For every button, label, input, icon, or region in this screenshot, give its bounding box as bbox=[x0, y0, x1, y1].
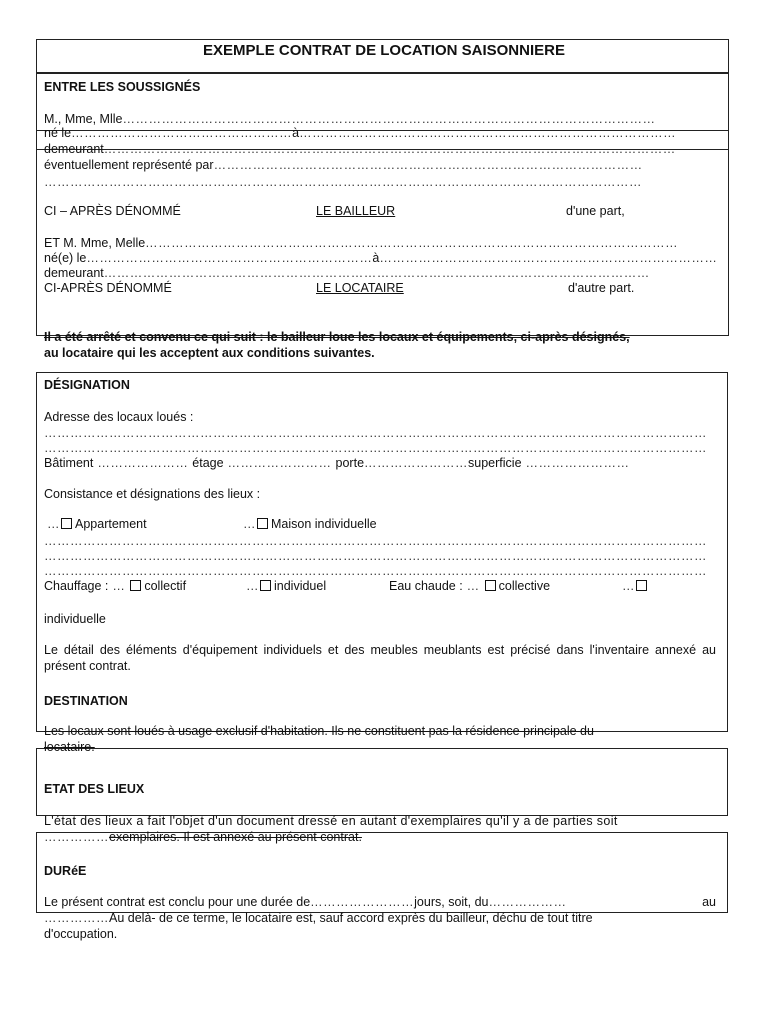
eau-chaude-row: Eau chaude : … collective bbox=[389, 579, 551, 593]
duree-to-field[interactable]: …………… bbox=[44, 911, 109, 925]
bailleur-address-row bbox=[44, 142, 676, 156]
batiment-label: Bâtiment bbox=[44, 456, 94, 470]
consistance-field-1[interactable]: ……………………………………………………………………………………………………………………………………… bbox=[44, 534, 707, 548]
bailleur-born-label: né le bbox=[44, 126, 72, 140]
appartement-option[interactable]: … Appartement bbox=[47, 517, 147, 531]
duree-line-2 bbox=[44, 911, 593, 925]
locataire-born-date-field[interactable]: ………………………………………………………… bbox=[86, 251, 373, 265]
parties-heading: ENTRE LES SOUSSIGNÉS bbox=[44, 80, 201, 94]
maison-checkbox[interactable] bbox=[257, 518, 268, 529]
designation-heading: DÉSIGNATION bbox=[44, 378, 130, 392]
agreement-line-2: au locataire qui les acceptent aux conditions suivantes. bbox=[44, 346, 375, 360]
eau-collective-label: collective bbox=[498, 579, 551, 593]
superficie-label: superficie bbox=[468, 456, 522, 470]
batiment-field[interactable]: ………………… bbox=[93, 456, 193, 470]
locataire-name-row bbox=[44, 236, 679, 250]
agreement-lead: Il a été arrêté et convenu ce qui suit bbox=[44, 330, 256, 344]
destination-line-2: locataire. bbox=[44, 740, 95, 754]
destination-heading: DESTINATION bbox=[44, 694, 128, 708]
chauffage-individuel-option[interactable]: … individuel bbox=[246, 579, 327, 593]
duree-heading: DURéE bbox=[44, 864, 87, 878]
eau-chaude-label: Eau chaude : bbox=[389, 579, 463, 593]
etat-copies-field[interactable]: …………… bbox=[44, 830, 109, 844]
duree-text-line2: Au delà- de ce terme, le locataire est, sauf accord exprès du bailleur, déchu de tout titre bbox=[109, 911, 593, 925]
address-field-2[interactable]: ……………………………………………………………………………………………………………………………………… bbox=[44, 441, 707, 455]
duree-text-c: au bbox=[702, 895, 716, 909]
bailleur-address-label: demeurant bbox=[44, 142, 104, 156]
etat-line-1: L'état des lieux a fait l'objet d'un document dressé en autant d'exemplaires qu'il y a de parties soit bbox=[44, 814, 618, 828]
eau-individuelle-option[interactable]: … bbox=[622, 579, 650, 593]
chauffage-collectif-label: collectif bbox=[144, 579, 187, 593]
bailleur-designation-label: CI – APRÈS DÉNOMMÉ bbox=[44, 204, 181, 218]
locataire-name-label: ET M. Mme, Melle bbox=[44, 236, 146, 250]
etage-field[interactable]: …………………… bbox=[223, 456, 336, 470]
address-field-1[interactable]: ……………………………………………………………………………………………………………………………………… bbox=[44, 426, 707, 440]
chauffage-individuel-checkbox[interactable] bbox=[260, 580, 271, 591]
bailleur-represented-field[interactable]: ……………………………………………………………………………………… bbox=[213, 158, 643, 172]
duree-days-field[interactable]: …………………… bbox=[310, 895, 415, 909]
locataire-born-row bbox=[44, 251, 718, 265]
duree-text-b: jours, soit, du bbox=[414, 895, 489, 909]
eau-individuelle-label: individuelle bbox=[44, 612, 106, 626]
contract-title: EXEMPLE CONTRAT DE LOCATION SAISONNIERE bbox=[203, 42, 565, 59]
bailleur-name-label: M., Mme, Mlle bbox=[44, 112, 123, 126]
locataire-designation-label: CI-APRÈS DÉNOMMÉ bbox=[44, 281, 172, 295]
bailleur-represented-label: éventuellement représenté par bbox=[44, 158, 214, 172]
etat-heading: ETAT DES LIEUX bbox=[44, 782, 145, 796]
bailleur-role: LE BAILLEUR bbox=[316, 204, 396, 218]
porte-field[interactable]: …………………… bbox=[364, 456, 469, 470]
duree-line-3: d'occupation. bbox=[44, 927, 118, 941]
eau-individuelle-checkbox[interactable] bbox=[636, 580, 647, 591]
appartement-label: Appartement bbox=[75, 517, 147, 531]
duree-from-field[interactable]: ……………… bbox=[488, 895, 567, 909]
agreement-line-1 bbox=[44, 330, 630, 344]
maison-option[interactable]: … Maison individuelle bbox=[243, 517, 377, 531]
duree-line-1 bbox=[44, 895, 716, 909]
locataire-side: d'autre part. bbox=[568, 281, 635, 295]
bailleur-born-row bbox=[44, 126, 677, 140]
eau-collective-checkbox[interactable] bbox=[485, 580, 496, 591]
duree-text-a: Le présent contrat est conclu pour une durée de bbox=[44, 895, 311, 909]
bailleur-side: d'une part, bbox=[566, 204, 625, 218]
consistance-field-2[interactable]: ……………………………………………………………………………………………………………………………………… bbox=[44, 549, 707, 563]
premises-row bbox=[44, 456, 716, 470]
maison-label: Maison individuelle bbox=[271, 517, 377, 531]
consistance-label: Consistance et désignations des lieux : bbox=[44, 487, 261, 501]
locataire-address-label: demeurant bbox=[44, 266, 104, 280]
porte-label: porte bbox=[335, 456, 365, 470]
superficie-field[interactable]: …………………… bbox=[521, 456, 630, 470]
locataire-born-at-label: à bbox=[372, 251, 380, 265]
chauffage-collectif-checkbox[interactable] bbox=[130, 580, 141, 591]
locataire-address-field[interactable]: ……………………………………………………………………………………………………………… bbox=[103, 266, 650, 280]
chauffage-label: Chauffage : bbox=[44, 579, 109, 593]
bailleur-born-place-field[interactable]: …………………………………………………………………………… bbox=[299, 126, 677, 140]
bailleur-name-row bbox=[44, 112, 664, 126]
bailleur-name-field[interactable]: …………………………………………………………………………………………………………… bbox=[122, 112, 656, 126]
locataire-address-row bbox=[44, 266, 656, 280]
etage-label: étage bbox=[192, 456, 224, 470]
bailleur-extra-field[interactable]: ………………………………………………………………………………………………………………………… bbox=[44, 175, 642, 189]
bailleur-address-field[interactable]: …………………………………………………………………………………………………………………… bbox=[103, 142, 676, 156]
appartement-checkbox[interactable] bbox=[61, 518, 72, 529]
equipment-detail: Le détail des éléments d'équipement individuels et des meubles meublants est précisé dans l'inventaire annexé au présent contrat. bbox=[44, 643, 716, 673]
locataire-role: LE LOCATAIRE bbox=[316, 281, 404, 295]
agreement-rest: : le bailleur loue les locaux et équipements, ci-après désignés, bbox=[255, 330, 630, 344]
chauffage-row: Chauffage : … collectif bbox=[44, 579, 187, 593]
locataire-born-label: né(e) le bbox=[44, 251, 87, 265]
etat-line-2-text: exemplaires. Il est annexé au présent contrat. bbox=[109, 830, 362, 844]
locataire-name-field[interactable]: …………………………………………………………………………………………………………… bbox=[145, 236, 679, 250]
bailleur-represented-row bbox=[44, 158, 664, 172]
locataire-born-place-field[interactable]: …………………………………………………………………… bbox=[379, 251, 718, 265]
etat-line-2 bbox=[44, 830, 362, 844]
bailleur-born-at-label: à bbox=[292, 126, 300, 140]
chauffage-individuel-label: individuel bbox=[274, 579, 327, 593]
consistance-field-3[interactable]: ……………………………………………………………………………………………………………………………………… bbox=[44, 564, 707, 578]
address-label: Adresse des locaux loués : bbox=[44, 410, 194, 424]
destination-line-1: Les locaux sont loués à usage exclusif d'habitation. Ils ne constituent pas la résidence principale du bbox=[44, 724, 594, 738]
bailleur-born-date-field[interactable]: …………………………………………… bbox=[71, 126, 293, 140]
